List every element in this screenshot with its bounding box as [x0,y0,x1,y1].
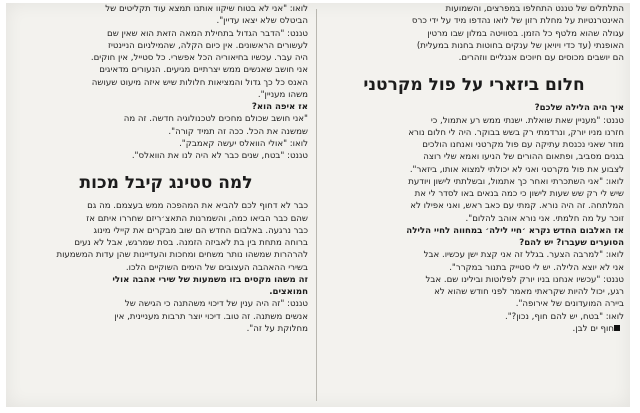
text-line: היה עבר. עכשיו בחיאוריה הכל אפשרי. כל סטייל, אין חוקים. [90,53,308,63]
text-line: להרהרות שמשהו נותר משחים ומחכות והעדיינות שהן עדות המשמעות [56,250,308,261]
text-line: טננט: "הדבר הגדול בתחילת המאה הזאת הוא שאין שם [107,28,308,39]
intro-paragraph [324,3,624,64]
tail-text: חוף ים לבן. [572,323,614,334]
text-line: לואו: "אני לא בטוח שיקוו אותנו תמצא עוד תקליטים של [105,4,308,14]
text-line: מחלוקת על זה". [246,323,308,334]
section-heading: למה סטינג קיבל מכות [79,173,253,194]
text-line: הסוערים שעברו? יש להם? [519,238,624,248]
interview-question: אז איפה הוא? [251,102,308,112]
text-line: בשירי ההאהבה העצובים של הימים השוקיים הלכו. [125,262,308,273]
text-line: הביטלס שלא יצאו עדיין". [216,16,308,27]
interview-answer [24,113,308,162]
interview-answer-2 [24,298,308,335]
text-line: טננט: "זה היה ענין של דיכוי משהתנה כי הגישה של [124,299,308,310]
text-line: טננט: "מעניין שאת שואלת. ישנתי ממש רע אתמול, כי [430,115,624,126]
text-line: התלתלים של טננט התחלפו במפרצים, והשמועות [445,4,624,14]
section-paragraph [24,200,308,274]
text-line: בגנים מסביב, ופתאום ההורים של הניעו ואמא שלי רוצה [423,152,624,163]
text-line: הם יושבים מכוסים עם חיוכים אנגליים ווזהרים. [458,53,624,63]
end-of-article-mark [614,325,620,331]
interview-question-2 [24,274,308,299]
text-line: שהם כבר הביאו כמה, והשמרנות התאצ׳ריזם שחררו איתם אז [86,213,308,224]
right-column [324,3,624,407]
interview-answer-2 [324,249,624,323]
text-line: שיש לי רק שש שעות לישון כי כמה בנאים באו לסדר לי את [414,189,624,199]
section-heading: חלום ביזארי על פול מקרטני [363,75,585,96]
text-line: אני חושב שאנשים ממש יצרתיים מגיעים. הנעורים מדאיגים [99,65,308,76]
top-paragraph [24,3,308,101]
text-line: משהו מעניין". [257,89,308,100]
text-line: זוכר על מה חלמתי. אני נורא אוהב להלום". [465,213,624,224]
text-line: המלתחה. זה היה נורא. קמתי עם כאב ראש, ואני אפילו לא [410,201,624,212]
text-line: טננט: "בטח, שנים כבר לא היה לנו את הוואלס". [131,151,308,161]
text-line: לואו: "אולי הוואלס יעשה קאמבק". [179,138,308,149]
text-line: כבר לא דחוף לכם להביא את המהפכה ממש בעצמם. מה גם [87,201,308,212]
text-line: טננט: "עכשיו אנחנו בניו יורק לפלוטות ובילינו שם. אבל [425,274,624,285]
interview-answer [324,115,624,225]
text-line: מוזר שאני נכנסת עתיקה עם פול מקרטני ואנחנו הולכים [422,140,624,150]
text-line: ביירה המועדונים של אירופה". [515,299,624,310]
left-column [24,3,308,407]
text-line: חזרנו מניו יורק, ונרדמתי רק בשש בבוקר. היה לי חלום נורא [408,127,624,138]
text-line: "אני חושב שכולם מחכים לטכנולוגיה חדשה. זה מה [123,114,308,125]
text-line: האנס כל כך גדול והמציאות חלולות שיש איזה מיעוט שעושה [91,77,308,88]
text-line: לואו: "למרבה הצער. בגלל זה אני קצת ישן עכשיו. אבל [423,250,624,261]
text-line: לואו: "אני השתכרתי ואחר כך אתמול, ובשלתתי לישון ויודעת [408,176,624,187]
text-line: זה משהו מקסים בזו משמעות של שירי אהבה אולי [112,274,308,285]
text-line: האינטרנטיות על מחלת רזון של לואו נהדפו מיד על ידי כרס [411,16,624,27]
text-line: לעשורים הראשונים. אין כיום הקלה, שהמילניום הניינטיז [107,40,308,51]
text-line: ברוחה מתחת בין בת לאביזה הזמנה. בסת שמרגש, אבל לא נעים [74,238,308,248]
text-line: אנשים משתנה. זה טוב. דיכוי יוצר תרבות מעניינית, אין [114,311,308,322]
text-line: חמואצים. [269,287,308,297]
column-divider [316,9,317,401]
text-line: אז האלבום החדש נקרא ׳חיי לילה׳ במחווה לחיי הלילה [406,225,624,236]
text-line: עגולה שהוא מלטף כל הזמן. בסוויטה במלון שבו מרטין [427,28,624,39]
text-line: רגע, יכול להיות שקראתי מאמר לפני חודש שהוא לא [434,287,624,297]
interview-question-2 [324,225,624,250]
article-ending [324,323,624,335]
text-line: לואו: "בטח, יש להם חוף, נכון?". [504,311,624,322]
text-line: האופנתי (עד כדי ויויאן של ענקים בחוטות בחנות במעלית) [416,40,624,51]
text-line: שמשנה את הכל. ככה זה תמיד קורה". [168,126,308,137]
newspaper-page [6,3,630,407]
text-line: כבר נרגעה. באלבום החדש הם שוב מבקרים את קיילי מינוג [93,225,308,236]
text-line: לצבוע את פול מקרטני ואני לא יכולתי למצוא אותו, ביזאר". [409,164,624,175]
interview-question: איך היה הלילה שלכם? [534,103,624,114]
text-line: אני לא יוצא הלילה. יש לי סטייק בתנור במקרר". [449,262,624,273]
